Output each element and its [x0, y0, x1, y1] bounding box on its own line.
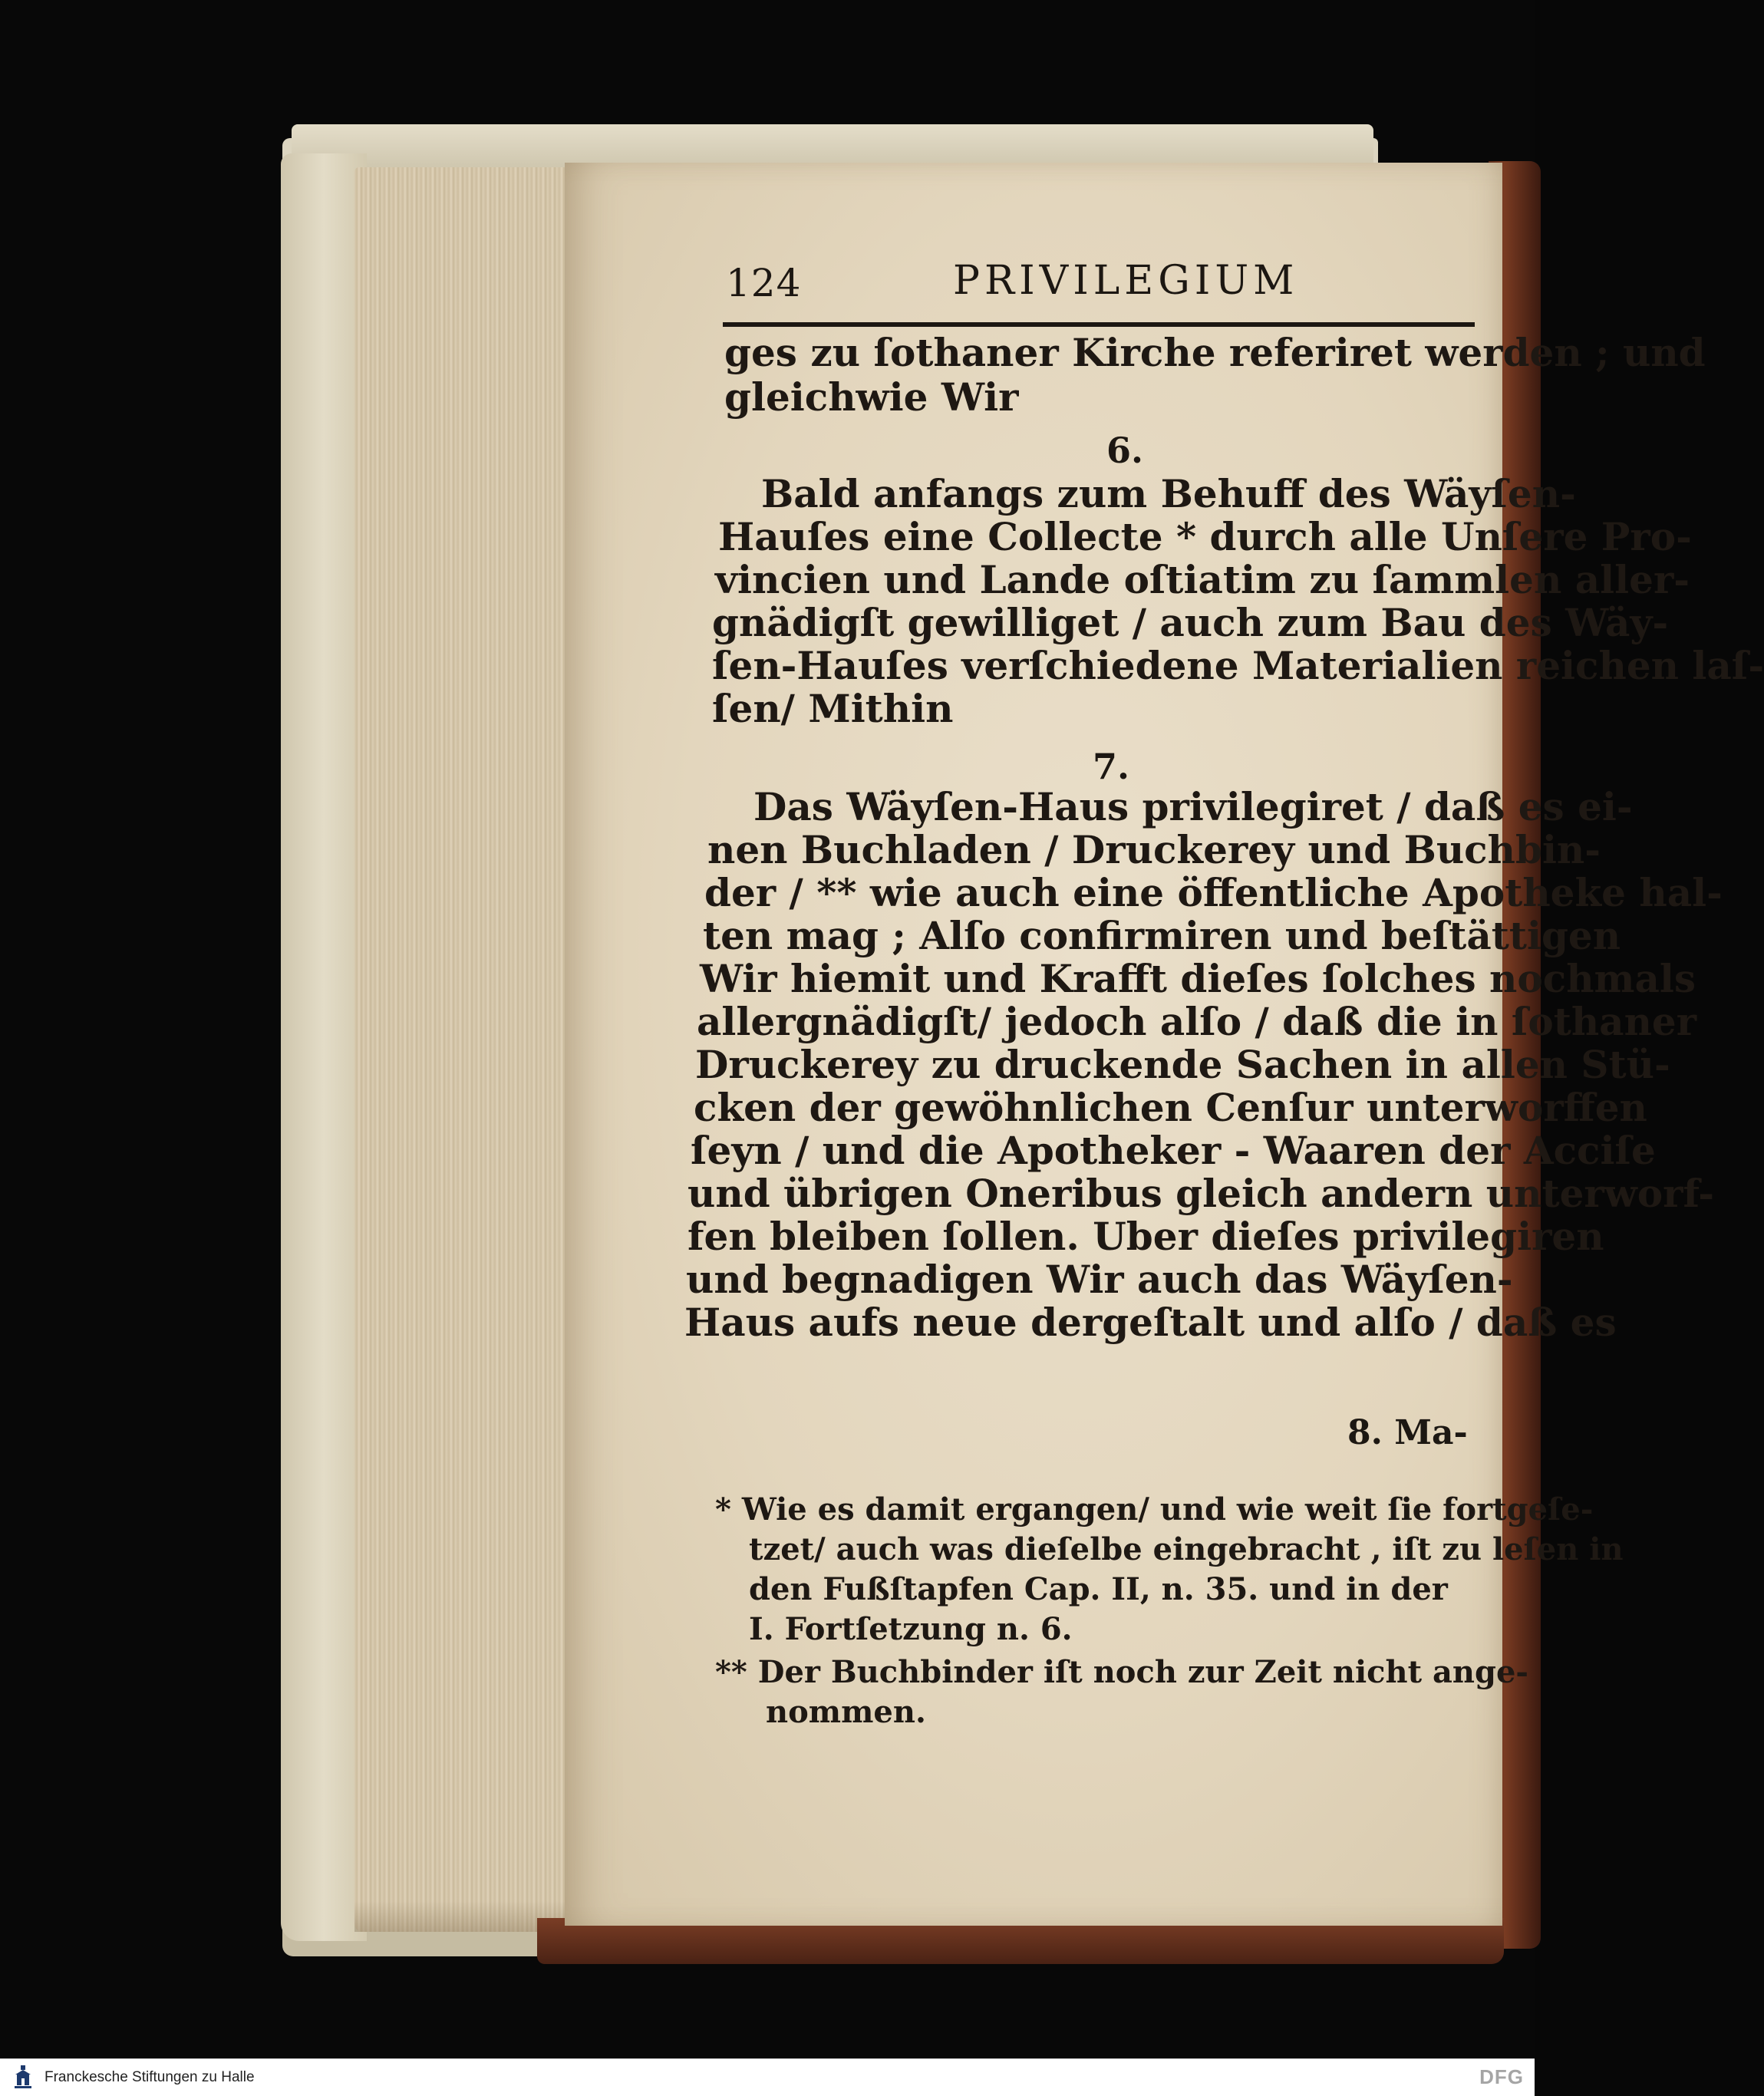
text-line: allergnädigſt/ jedoch alſo / daß die in ſothaner — [697, 999, 1697, 1044]
footnote-line: den Fußſtapfen Cap. II, n. 35. und in der — [749, 1571, 1448, 1607]
text-line: Das Wäyſen-Haus privilegiret / daß es ei- — [753, 784, 1633, 829]
institution-name: Franckesche Stiftungen zu Halle — [45, 2069, 255, 2085]
text-line: fen bleiben ſollen. Uber dieſes privilegiren — [687, 1214, 1604, 1259]
text-line: und übrigen Oneribus gleich andern unterworf- — [687, 1171, 1714, 1216]
text-line: ſen-Hauſes verſchiedene Materialien reichen laſ- — [712, 643, 1764, 688]
running-head: PRIVILEGIUM — [953, 258, 1299, 304]
text-line: nen Buchladen / Druckerey und Buchbin- — [707, 827, 1601, 872]
text-line: Haus aufs neue dergeſtalt und alſo / daß es — [684, 1300, 1617, 1345]
text-line: Wir hiemit und Krafft dieſes ſolches nochmals — [700, 956, 1696, 1001]
page-stack — [354, 167, 568, 1932]
text-line: ſen/ Mithin — [712, 686, 954, 731]
text-line: vincien und Lande oſtiatim zu ſammlen aller- — [715, 557, 1690, 602]
text-line: gleichwie Wir — [724, 374, 1019, 420]
viewer-footer — [0, 2058, 1535, 2096]
book-cover-top-edge — [292, 124, 1373, 167]
footnote-line: tzet/ auch was dieſelbe eingebracht , iſt zu leſen in — [749, 1531, 1624, 1567]
page-number: 124 — [726, 261, 802, 305]
text-line: Bald anfangs zum Behuff des Wäyſen- — [761, 471, 1576, 516]
footnote-line: nommen. — [766, 1694, 926, 1730]
franckesche-stiftungen-logo-icon — [8, 2062, 38, 2093]
catchword: 8. Ma- — [1347, 1413, 1468, 1452]
text-line: ten mag ; Alſo confirmiren und beſtättigen — [703, 913, 1621, 958]
section-number-7: 7. — [1093, 746, 1130, 787]
footnote-line: * Wie es damit ergangen/ und wie weit ſie fortgeſe- — [715, 1491, 1594, 1528]
text-line: der / ** wie auch eine öffentliche Apotheke hal- — [704, 870, 1723, 915]
text-line: gnädigſt gewilliget / auch zum Bau des Wäy- — [712, 600, 1669, 645]
book-page — [565, 163, 1764, 1926]
text-line: Druckerey zu druckende Sachen in allen Stü- — [695, 1042, 1670, 1087]
text-line: cken der gewöhnlichen Cenſur unterworffen — [694, 1085, 1647, 1130]
text-line: ges zu ſothaner Kirche referiret werden ; und — [724, 330, 1706, 375]
footnote-line: I. Fortſetzung n. 6. — [749, 1611, 1073, 1647]
header-rule — [723, 322, 1475, 327]
section-number-6: 6. — [1106, 430, 1144, 471]
footnote-line: ** Der Buchbinder iſt noch zur Zeit nicht ange- — [715, 1654, 1528, 1690]
text-line: ſeyn / und die Apotheker - Waaren der Acciſe — [691, 1128, 1656, 1173]
dfg-logo: DFG — [1479, 2065, 1524, 2088]
text-line: Hauſes eine Collecte * durch alle Unſere Pro- — [718, 514, 1692, 559]
text-line: und begnadigen Wir auch das Wäyſen- — [686, 1257, 1513, 1302]
